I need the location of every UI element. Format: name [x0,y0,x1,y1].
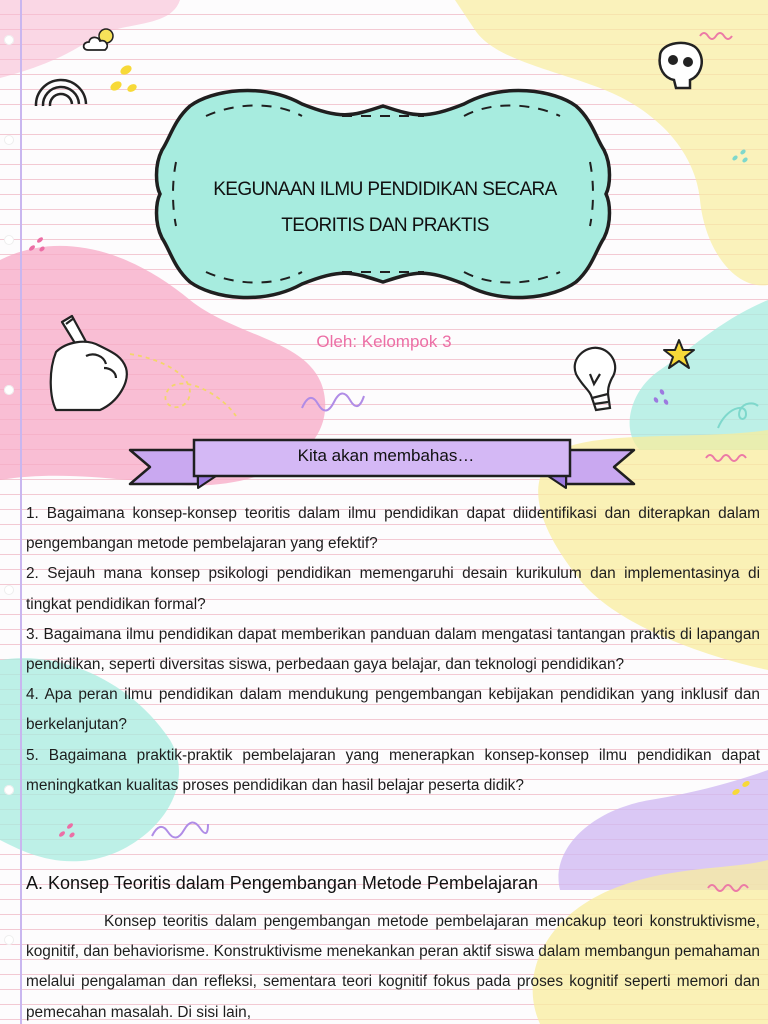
author-subtitle: Oleh: Kelompok 3 [316,332,452,351]
mint-swirl [716,398,760,432]
lavender-squiggle [150,820,210,840]
section-body [26,907,760,1024]
binder-hole [4,385,14,395]
skull-icon [650,36,708,94]
binder-hole [4,585,14,595]
pink-dots [56,820,78,840]
mint-dots [730,146,750,164]
rainbow-icon [32,64,90,108]
margin-line [20,0,22,1024]
question-item: 2. Sejauh mana konsep psikologi pendidikan memengaruhi desain kurikulum dan implementasinya di tingkat pendidikan formal? [26,565,760,613]
binder-hole [4,235,14,245]
question-item: 5. Bagaimana praktik-praktik pembelajaran yang menerapkan konsep-konsep ilmu pendidikan dapat meningkatkan kualitas proses pendidikan dan hasil belajar peserta didik? [26,746,760,794]
section-paragraph: Konsep teoritis dalam pengembangan metode pembelajaran mencakup teori konstruktivisme, kognitif, dan behaviorisme. Konstruktivisme menekankan peran aktif siswa dalam membangun pemahaman melalui pengalaman dan refleksi, sementara teori kognitif fokus pada proses kognitif seperti memori dan pemecahan masalah. Di sisi lain, [26,913,760,1021]
question-list [26,499,760,801]
question-item: 1. Bagaimana konsep-konsep teoritis dalam ilmu pendidikan dapat diidentifikasi dan diterapkan dalam pengembangan metode pembelajaran yang efektif? [26,505,760,553]
page-title [170,172,600,244]
cloud-sun-icon [82,26,118,54]
dashed-swirl [128,350,238,420]
banner-label: Kita akan membahas… [297,446,475,465]
pink-dots [26,234,48,254]
binder-hole [4,35,14,45]
yellow-dots [108,62,138,96]
question-item: 4. Apa peran ilmu pendidikan dalam mendukung pengembangan kebijakan pendidikan yang inklusif dan berkelanjutan? [26,686,760,734]
pink-squiggle [706,882,750,894]
binder-hole [4,785,14,795]
page-title-line1: KEGUNAAN ILMU PENDIDIKAN SECARA [213,179,557,200]
binder-hole [4,935,14,945]
question-item: 3. Bagaimana ilmu pendidikan dapat memberikan panduan dalam mengatasi tantangan praktis di lapangan pendidikan, seperti diversitas siswa, perbedaan gaya belajar, dan teknologi pendidikan? [26,625,760,674]
lavender-squiggle [300,390,366,412]
binder-hole [4,135,14,145]
lavender-dots [650,386,672,408]
lightbulb-icon [566,344,624,416]
section-heading: A. Konsep Teoritis dalam Pengembangan Metode Pembelajaran [26,873,538,893]
page-title-line2: TEORITIS DAN PRAKTIS [281,215,489,236]
pink-squiggle [698,30,734,42]
hand-pencil-icon [46,312,132,414]
pink-squiggle [704,452,748,464]
